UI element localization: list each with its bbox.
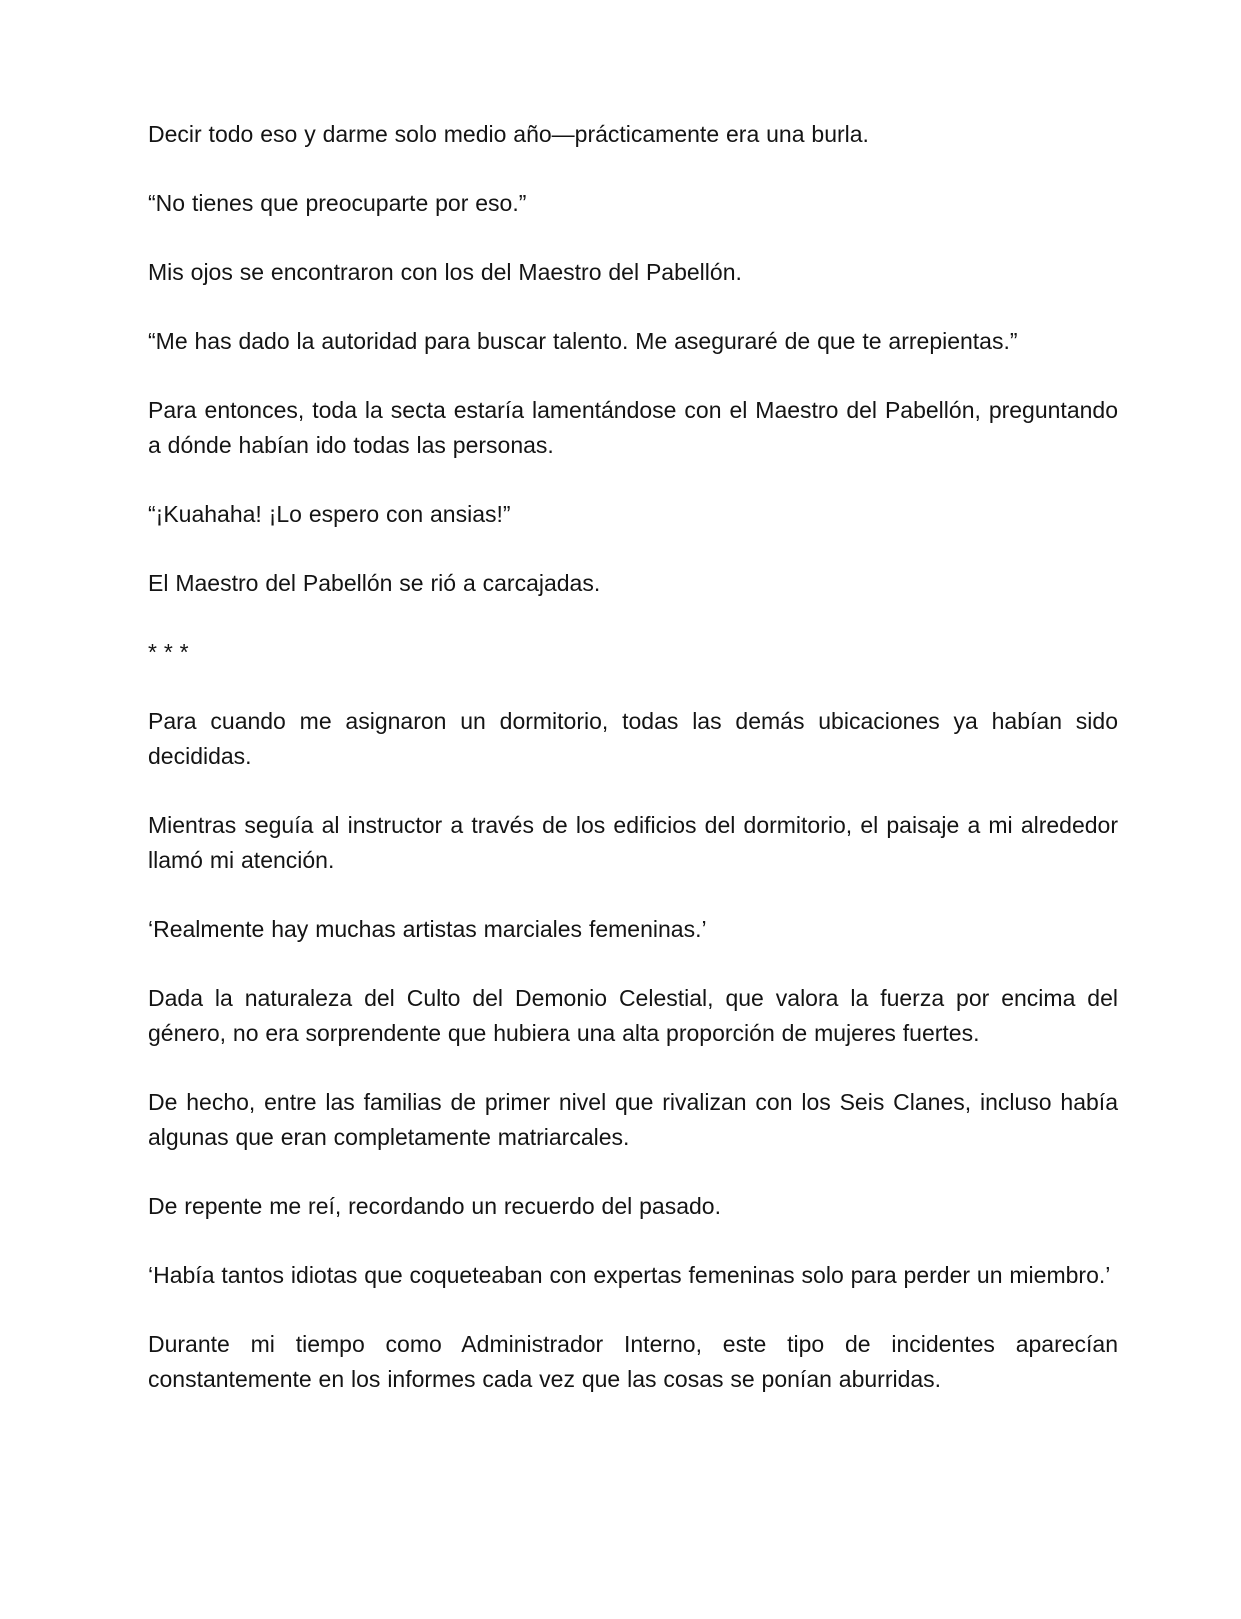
paragraph: Dada la naturaleza del Culto del Demonio Celestial, que valora la fuerza por encima del género, no era sorprendente que hubiera una alta proporción de mujeres fuertes.: [148, 985, 1118, 1046]
paragraph: ‘Realmente hay muchas artistas marciales femeninas.’: [148, 916, 707, 942]
paragraph: De hecho, entre las familias de primer nivel que rivalizan con los Seis Clanes, incluso había algunas que eran completamente matriarcales.: [148, 1089, 1118, 1150]
paragraph: ‘Había tantos idiotas que coqueteaban con expertas femeninas solo para perder un miembro.’: [148, 1262, 1111, 1288]
paragraph: Decir todo eso y darme solo medio año—prácticamente era una burla.: [148, 121, 869, 147]
paragraph: Para entonces, toda la secta estaría lamentándose con el Maestro del Pabellón, preguntando a dónde habían ido todas las personas.: [148, 397, 1118, 458]
paragraph: De repente me reí, recordando un recuerdo del pasado.: [148, 1193, 721, 1219]
text-column: [148, 117, 1118, 1431]
paragraph: “No tienes que preocuparte por eso.”: [148, 190, 527, 216]
paragraph: Mientras seguía al instructor a través de los edificios del dormitorio, el paisaje a mi alrededor llamó mi atención.: [148, 812, 1118, 873]
scene-break: * * *: [148, 639, 189, 665]
paragraph: Mis ojos se encontraron con los del Maestro del Pabellón.: [148, 259, 742, 285]
paragraph: El Maestro del Pabellón se rió a carcajadas.: [148, 570, 601, 596]
paragraph: Durante mi tiempo como Administrador Interno, este tipo de incidentes aparecían constantemente en los informes cada vez que las cosas se ponían aburridas.: [148, 1331, 1118, 1392]
paragraph: “Me has dado la autoridad para buscar talento. Me aseguraré de que te arrepientas.”: [148, 328, 1018, 354]
paragraph: “¡Kuahaha! ¡Lo espero con ansias!”: [148, 501, 511, 527]
paragraph: Para cuando me asignaron un dormitorio, todas las demás ubicaciones ya habían sido decididas.: [148, 708, 1118, 769]
